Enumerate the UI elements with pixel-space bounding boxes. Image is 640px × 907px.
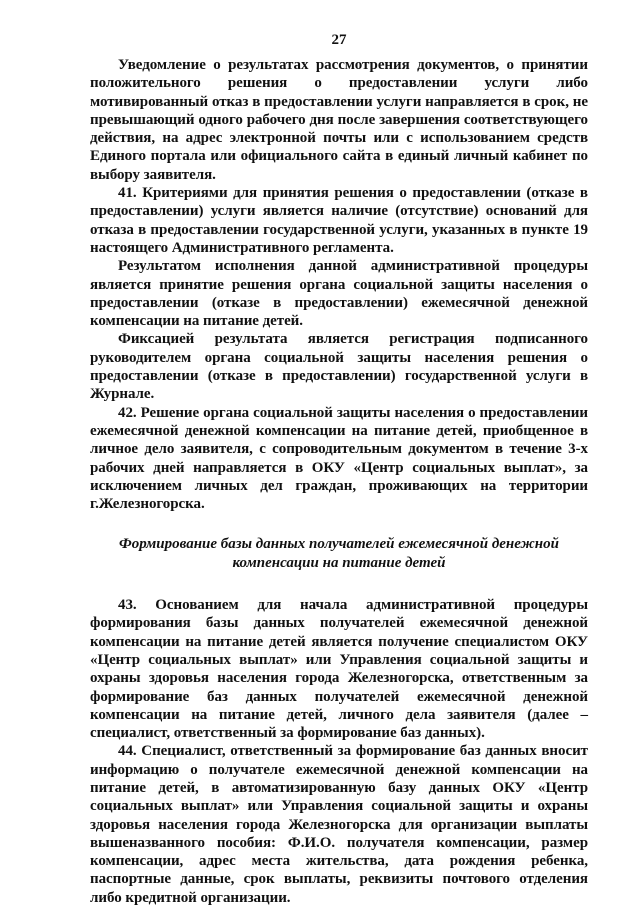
paragraph-notification: Уведомление о результатах рассмотрения документов, о принятии положительного решения о предоставлении услуги либо мотивированный отказ в предоставлении услуги направляется в срок, не превышающий одного рабочего дня после завершения соответствующего действия, на адрес электронной почты или с использованием средств Единого портала или официального сайта в единый личный кабинет по выбору заявителя.	[90, 57, 588, 183]
paragraph-44: 44. Специалист, ответственный за формирование баз данных вносит информацию о получателе ежемесячной денежной компенсации на питание детей, в автоматизированную базу данных ОКУ «Центр социальных выплат» или Управления социальной защиты и охраны здоровья населения города Железногорска для организации выплаты вышеназванного пособия: Ф.И.О. получателя компенсации, размер компенсации, адрес места жительства, дата рождения ребенка, паспортные данные, срок выплаты, реквизиты почтового отделения либо кредитной организации.	[90, 743, 588, 906]
page-number: 27	[331, 32, 347, 48]
paragraph-fixation: Фиксацией результата является регистрация подписанного руководителем органа социальной защиты населения решения о предоставлении (отказе в предоставлении) государственной услуги в Журнале.	[90, 331, 588, 403]
paragraph-43: 43. Основанием для начала административной процедуры формирования базы данных получателей ежемесячной денежной компенсации на питание детей является получение специалистом ОКУ «Центр социальных выплат» или Управления социальной защиты и охраны здоровья населения города Железногорска, ответственным за формирование баз данных получателей ежемесячной денежной компенсации на питание детей, личного дела заявителя (далее – специалист, ответственный за формирование баз данных).	[90, 597, 588, 742]
paragraph-42: 42. Решение органа социальной защиты населения о предоставлении ежемесячной денежной компенсации на питание детей, приобщенное в личное дело заявителя, с сопроводительным документом в течение 3-х рабочих дней направляется в ОКУ «Центр социальных выплат», за исключением личных дел граждан, проживающих на территории г.Железногорска.	[90, 404, 588, 513]
paragraph-41: 41. Критериями для принятия решения о предоставлении (отказе в предоставлении) услуги является наличие (отсутствие) оснований для отказа в предоставлении государственной услуги, указанных в пункте 19 настоящего Административного регламента.	[90, 185, 588, 256]
paragraph-result: Результатом исполнения данной административной процедуры является принятие решения органа социальной защиты населения о предоставлении (отказе в предоставлении) ежемесячной денежной компенсации на питание детей.	[90, 258, 588, 330]
section-title: Формирование базы данных получателей ежемесячной денежной компенсации на питание детей	[119, 536, 559, 571]
